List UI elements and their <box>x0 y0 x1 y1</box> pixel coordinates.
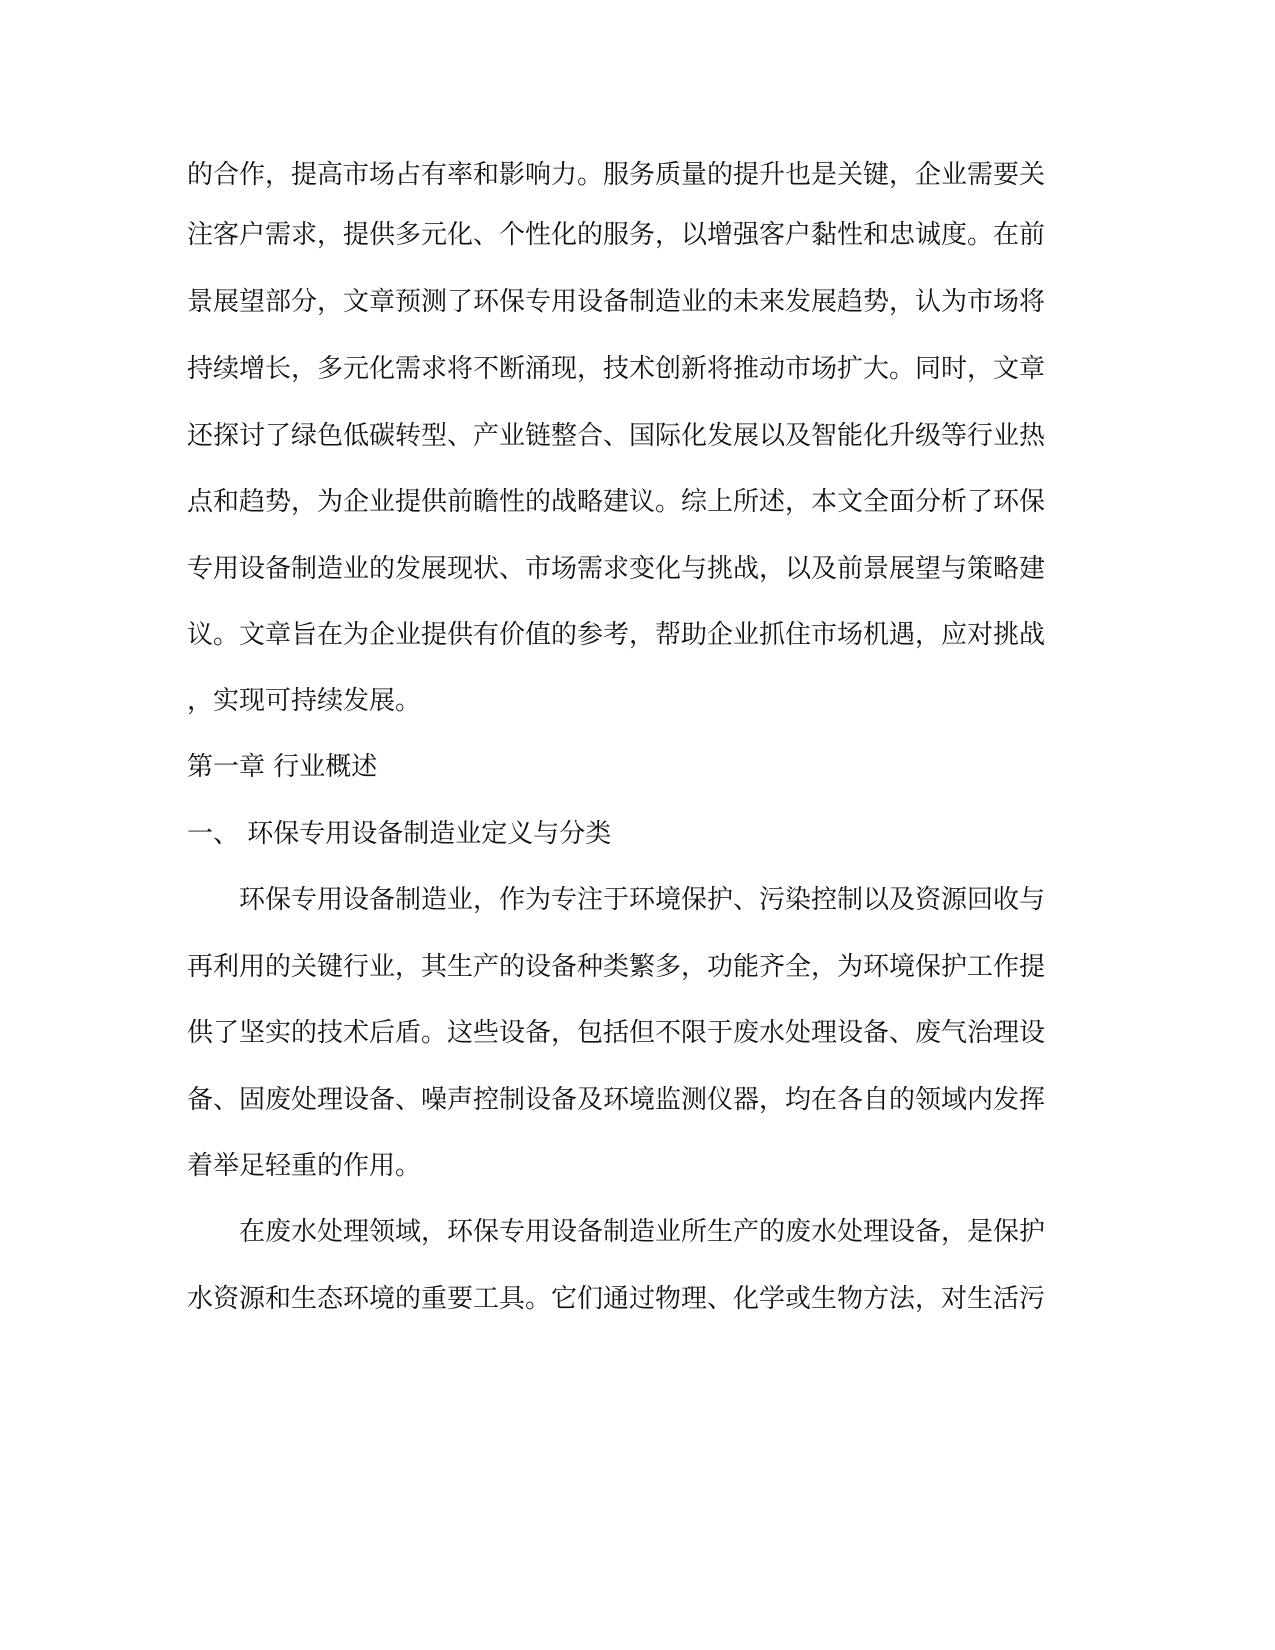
body-text-line: 供了坚实的技术后盾。这些设备，包括但不限于废水处理设备、废气治理设 <box>187 1018 1046 1048</box>
body-text-line: ，实现可持续发展。 <box>187 686 422 716</box>
body-text-line: 备、固废处理设备、噪声控制设备及环境监测仪器，均在各自的领域内发挥 <box>187 1085 1046 1115</box>
body-text-line: 还探讨了绿色低碳转型、产业链整合、国际化发展以及智能化升级等行业热 <box>187 421 1046 451</box>
body-text-line: 着举足轻重的作用。 <box>187 1151 422 1181</box>
section-heading: 一、 环保专用设备制造业定义与分类 <box>187 819 612 849</box>
body-text-line: 景展望部分，文章预测了环保专用设备制造业的未来发展趋势，认为市场将 <box>187 287 1046 317</box>
body-text-line: 点和趋势，为企业提供前瞻性的战略建议。综上所述，本文全面分析了环保 <box>187 487 1046 517</box>
body-text-line: 注客户需求，提供多元化、个性化的服务，以增强客户黏性和忠诚度。在前 <box>187 220 1046 250</box>
body-text-line: 持续增长，多元化需求将不断涌现，技术创新将推动市场扩大。同时，文章 <box>187 354 1046 384</box>
body-text-line: 环保专用设备制造业，作为专注于环境保护、污染控制以及资源回收与 <box>239 885 1046 915</box>
body-text-line: 的合作，提高市场占有率和影响力。服务质量的提升也是关键，企业需要关 <box>187 160 1046 190</box>
body-text-line: 议。文章旨在为企业提供有价值的参考，帮助企业抓住市场机遇，应对挑战 <box>187 620 1046 650</box>
body-text-line: 专用设备制造业的发展现状、市场需求变化与挑战，以及前景展望与策略建 <box>187 554 1046 584</box>
body-text-line: 水资源和生态环境的重要工具。它们通过物理、化学或生物方法，对生活污 <box>187 1284 1046 1314</box>
body-text-line: 在废水处理领域，环保专用设备制造业所生产的废水处理设备，是保护 <box>239 1217 1046 1247</box>
chapter-heading: 第一章 行业概述 <box>187 752 378 782</box>
body-text-line: 再利用的关键行业，其生产的设备种类繁多，功能齐全，为环境保护工作提 <box>187 952 1046 982</box>
